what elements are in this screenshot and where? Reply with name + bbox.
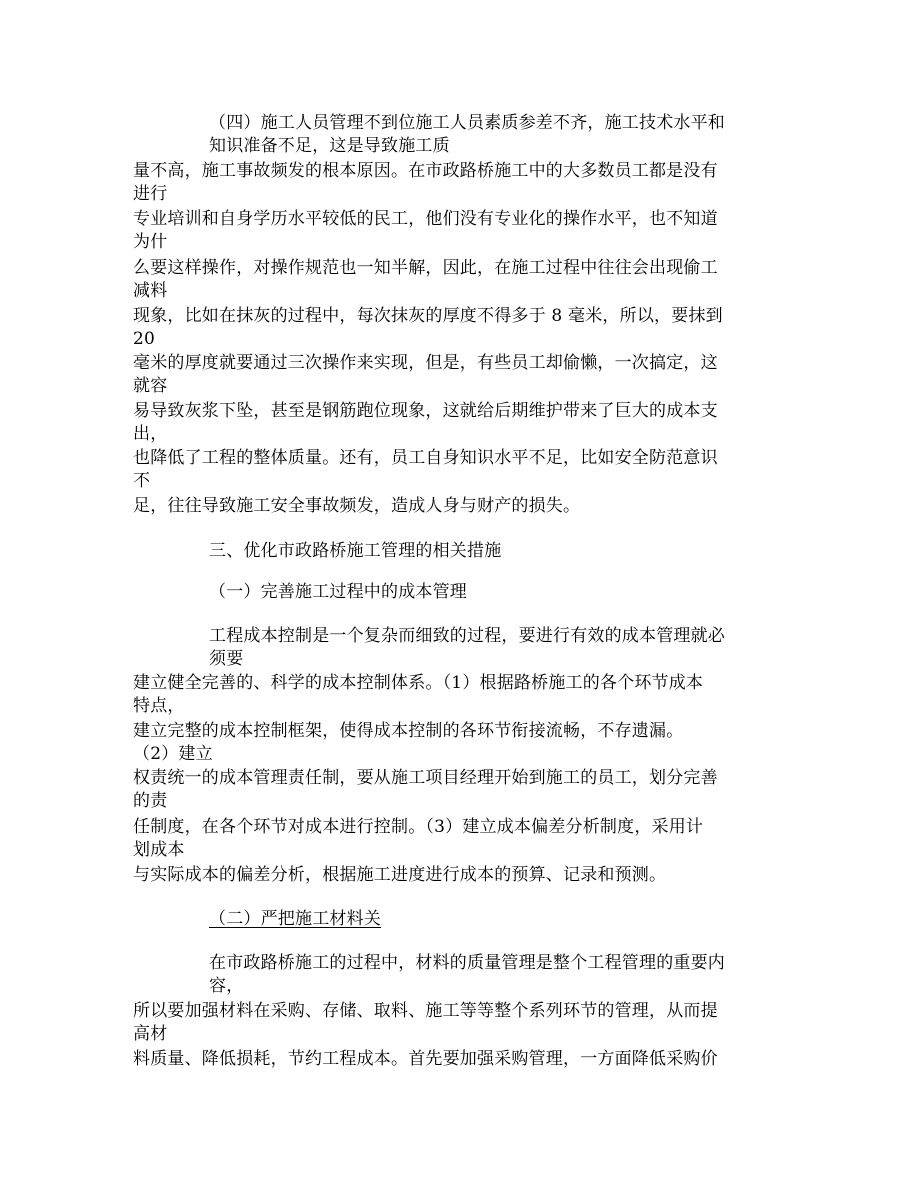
text-line: 建立健全完善的、科学的成本控制体系。（1）根据路桥施工的各个环节成本 <box>133 673 704 693</box>
text-line: 须要 <box>209 649 244 669</box>
text-line: 现象，比如在抹灰的过程中，每次抹灰的厚度不得多于 8 毫米，所以，要抹到 <box>133 306 723 326</box>
text-line: 在市政路桥施工的过程中，材料的质量管理是整个工程管理的重要内 <box>209 953 725 973</box>
text-line: 与实际成本的偏差分析，根据施工进度进行成本的预算、记录和预测。 <box>133 865 667 885</box>
text-line: 高材 <box>133 1024 168 1044</box>
subsection-heading-underlined: （二）严把施工材料关 <box>209 909 381 929</box>
text-line: 料质量、降低损耗，节约工程成本。首先要加强采购管理，一方面降低采购价 <box>133 1049 718 1069</box>
text-line: 为什 <box>133 232 168 252</box>
text-line: 的责 <box>133 791 168 811</box>
text-line: 工程成本控制是一个复杂而细致的过程，要进行有效的成本管理就必 <box>209 626 725 646</box>
text-line: 所以要加强材料在采购、存储、取料、施工等等整个系列环节的管理，从而提 <box>133 1001 718 1021</box>
text-line: 就容 <box>133 376 168 396</box>
text-line: 易导致灰浆下坠，甚至是钢筋跑位现象，这就给后期维护带来了巨大的成本支 <box>133 401 718 421</box>
subsection-heading: （一）完善施工过程中的成本管理 <box>209 582 467 602</box>
text-line: 特点， <box>133 696 185 716</box>
text-line: 量不高，施工事故频发的根本原因。在市政路桥施工中的大多数员工都是没有 <box>133 161 718 181</box>
text-line: 不 <box>133 471 151 491</box>
text-line: 足，往往导致施工安全事故频发，造成人身与财产的损失。 <box>133 496 581 516</box>
text-line: 也降低了工程的整体质量。还有，员工自身知识水平不足，比如安全防范意识 <box>133 448 718 468</box>
text-line: 任制度，在各个环节对成本进行控制。（3）建立成本偏差分析制度，采用计 <box>133 817 704 837</box>
text-line: 知识准备不足，这是导致施工质 <box>209 136 450 156</box>
text-line: 20 <box>133 329 156 349</box>
text-line: （四）施工人员管理不到位施工人员素质参差不齐，施工技术水平和 <box>209 113 725 133</box>
text-line: 毫米的厚度就要通过三次操作来实现，但是，有些员工却偷懒，一次搞定，这 <box>133 353 718 373</box>
text-line: 么要这样操作，对操作规范也一知半解，因此，在施工过程中往往会出现偷工 <box>133 258 718 278</box>
text-line: （2）建立 <box>133 744 213 764</box>
text-line: 建立完整的成本控制框架，使得成本控制的各环节衔接流畅，不存遗漏。 <box>133 721 684 741</box>
section-heading: 三、优化市政路桥施工管理的相关措施 <box>209 541 502 561</box>
text-line: 容， <box>209 976 244 996</box>
text-line: 出， <box>133 424 168 444</box>
text-line: 专业培训和自身学历水平较低的民工，他们没有专业化的操作水平，也不知道 <box>133 209 718 229</box>
text-line: 进行 <box>133 184 168 204</box>
text-line: 权责统一的成本管理责任制，要从施工项目经理开始到施工的员工，划分完善 <box>133 768 718 788</box>
text-line: 减料 <box>133 281 168 301</box>
text-line: 划成本 <box>133 840 185 860</box>
